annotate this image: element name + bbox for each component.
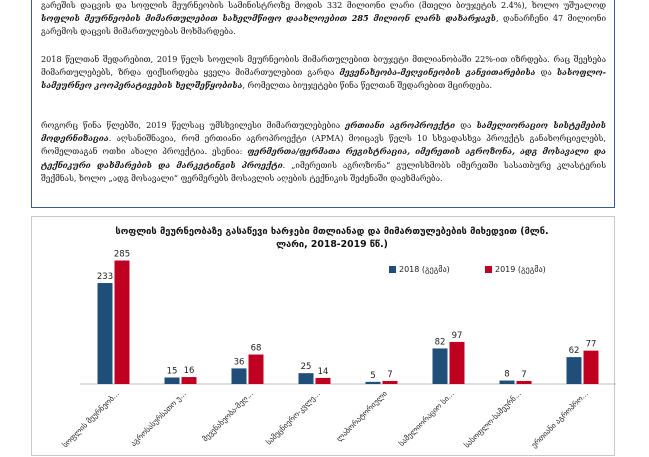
text-run: როგორც წინა წლებში, 2019 წელსაც უმსხვილესი მიმართულებებია [41,120,346,130]
legend-label-2019: 2019 (გეგმა) [495,265,546,274]
bold-text-run: სამელიორაციო სისტემების მოდერნიზაცია [41,120,606,144]
data-label-2018-2: 36 [233,357,245,368]
bar-2019-2 [249,355,264,384]
bar-2018-5 [433,348,448,384]
data-label-2019-2: 68 [250,343,262,354]
data-label-2019-6: 7 [521,369,527,380]
bar-2018-4 [366,382,381,384]
chart-title: სოფლის მეურნეობაზე გასაწევი ხარჯები მთლიანად და მიმართულებების მიხედვით (მლნ. ლარი, 2018-2019 წწ.) [115,226,549,250]
bar-2019-3 [316,378,331,384]
bar-2018-0 [98,283,113,384]
text-run: , რომელთა ბიუჯეტები წინა წელთან შედარებით მცირდება. [242,80,493,91]
paragraph-2 [41,53,606,93]
bold-text-run: ერთიანი აგროპროექტი [345,120,456,130]
category-label-7: ერთიანი აგროპრო... [529,389,590,450]
bar-2019-4 [383,381,398,384]
bold-text-run: სოფლის მეურნეობის მიმართულებით სახელმწიფო დაახლოებით 285 მილიონ ლარს დახარჯავს [41,13,496,24]
paragraph-3 [41,119,606,185]
data-label-2019-5: 97 [451,330,463,341]
data-label-2018-3: 25 [300,362,312,373]
category-label-0: სოფლის მეურნეობ... [60,389,121,450]
bar-2018-2 [232,368,247,384]
bold-text-run: ფერმერთა/ფერმათა რეგისტრაცია, იმერეთის აგროზონა, ადგ მოსავალი და ტექნიკური დახმარების და მარკეტინგის პროექტი [41,146,606,170]
bar-2019-0 [115,261,130,385]
text-run: . „იმერეთის აგროზონა“ გულისხმობს იმერეთში სასათბურე კლასტერის შექმნას, ხოლო „ადგ მოსავალი“ ფერმერებს მოსავლის აღების ტექნიკის შეძენაში დაეხმარება. [41,159,606,183]
category-label-2: მევენახეობა-მეღ... [200,389,255,444]
bold-text-run: სასოფლო-სამეურნეო კოოპერატივების ხელშეწყობისა [41,67,606,91]
bar-2019-6 [517,381,532,384]
bar-chart-panel [31,216,615,456]
data-label-2019-0: 285 [113,249,131,260]
text-run: და [535,67,557,78]
bar-2019-7 [584,351,599,384]
category-label-6: სასოფლო-სამეურნ... [462,389,523,450]
data-label-2019-4: 7 [387,369,393,380]
data-label-2018-7: 62 [568,346,580,357]
paragraph-1 [41,0,606,39]
category-label-3: სამეცნიერო-კვლე... [264,389,322,447]
category-label-5: სამელიორაციო სი... [396,389,456,449]
data-label-2018-4: 5 [370,370,376,381]
info-text-box [31,0,615,208]
text-run: გარეშის დაცვის და სოფლის მეურნეობის სამინისტროზე მოდის 332 მილიონი ლარი (მთელი ბიუჯეტის 2.4%), ხოლო უშუალოდ [41,0,606,10]
data-label-2018-6: 8 [504,369,510,380]
text-run: და [455,120,477,130]
bar-2018-7 [567,357,582,384]
legend-label-2018: 2018 (გეგმა) [399,265,450,274]
category-label-4: ლაბორატორიული [334,389,389,444]
bar-2018-6 [500,381,515,384]
bar-2018-3 [299,373,314,384]
data-label-2019-3: 14 [317,366,329,377]
text-run: 2018 წელთან შედარებით, 2019 წელს სოფლის მეურნეობის მიმართულებით ბიუჯეტი მთლიანობაში 22%-ით იზრდება. რაც შეეხება მიმართულებებს, ზრდა ფიქსირდება ყველა მიმართულებით გარდა [41,54,606,78]
bar-2019-5 [450,342,465,384]
data-label-2019-7: 77 [585,339,597,350]
text-run: , დანარჩენი 47 მილიონი გარემოს დაცვის მიმართულებას მოხმარდება. [41,13,606,37]
category-label-1: აგროსასურსათო უ... [128,389,188,449]
bar-2018-1 [165,378,180,385]
bold-text-run: მევენახეობა-მეღვინეობის განვითარებისა [339,67,536,78]
bar-chart-svg [32,217,616,457]
data-label-2018-5: 82 [434,337,446,348]
data-label-2018-0: 233 [96,272,114,283]
text-run: . აღსანიშნავია, რომ ერთიანი აგროპროექტი (APMA) მოიცავს წელს 10 სხვადასხვა პროექტს განახორციელებს, რომელთაგან ოთხი ახალი პროექტია. ესენია: [41,133,606,157]
data-label-2019-1: 16 [183,366,195,377]
data-label-2018-1: 15 [166,366,178,377]
bar-2019-1 [182,377,197,384]
